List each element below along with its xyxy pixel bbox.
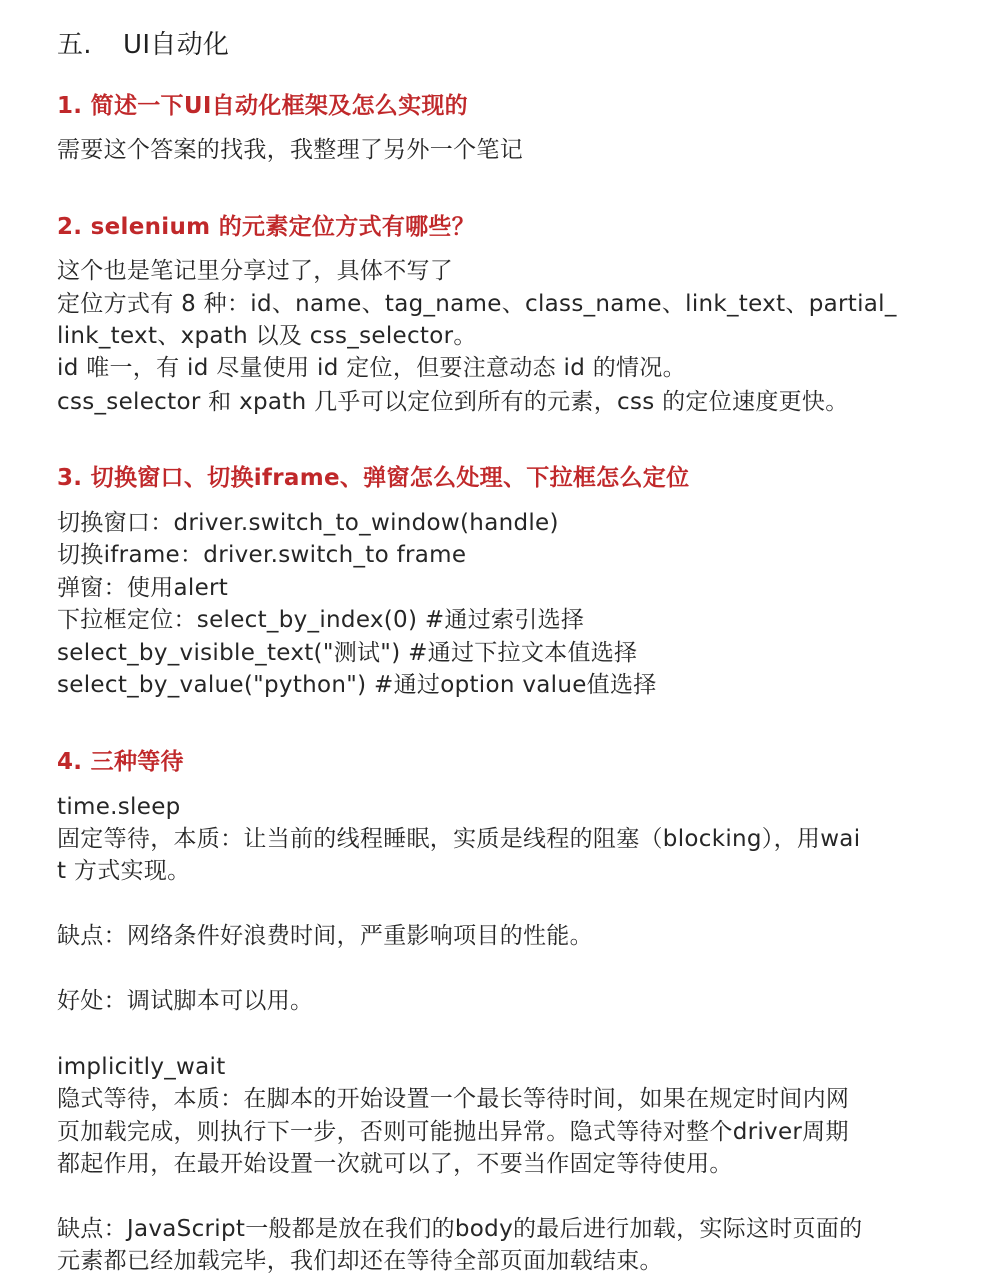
question-2-line: id 唯一，有 id 尽量使用 id 定位，但要注意动态 id 的情况。 — [57, 355, 686, 381]
question-4-line: 隐式等待，本质：在脚本的开始设置一个最长等待时间，如果在规定时间内网 — [57, 1086, 850, 1112]
question-2-line: 定位方式有 8 种：id、name、tag_name、class_name、link_text、partial_ — [57, 291, 897, 317]
question-3-line: 弹窗：使用alert — [57, 575, 229, 601]
question-1-heading: 1. 简述一下UI自动化框架及怎么实现的 — [57, 93, 468, 119]
question-2-line: 这个也是笔记里分享过了，具体不写了 — [57, 258, 454, 284]
question-4-heading: 4. 三种等待 — [57, 749, 184, 775]
question-2-line: css_selector 和 xpath 几乎可以定位到所有的元素，css 的定位速度更快。 — [57, 389, 849, 415]
question-2-heading: 2. selenium 的元素定位方式有哪些？ — [57, 214, 476, 240]
question-3-heading: 3. 切换窗口、切换iframe、弹窗怎么处理、下拉框怎么定位 — [57, 465, 690, 491]
question-4-line: 缺点：网络条件好浪费时间，严重影响项目的性能。 — [57, 923, 593, 949]
question-4-line: 好处：调试脚本可以用。 — [57, 988, 314, 1014]
question-3-line: 下拉框定位：select_by_index(0) #通过索引选择 — [57, 607, 585, 633]
question-3-line: select_by_visible_text("测试") #通过下拉文本值选择 — [57, 640, 638, 666]
section-title — [57, 28, 229, 62]
question-4-line: 缺点：JavaScript一般都是放在我们的body的最后进行加载，实际这时页面的 — [57, 1216, 863, 1242]
question-4-line: 页加载完成，则执行下一步，否则可能抛出异常。隐式等待对整个driver周期 — [57, 1119, 849, 1145]
question-1-line: 需要这个答案的找我，我整理了另外一个笔记 — [57, 137, 523, 163]
question-3-line: select_by_value("python") #通过option value值选择 — [57, 672, 657, 698]
question-4-line: 固定等待，本质：让当前的线程睡眠，实质是线程的阻塞（blocking），用wai — [57, 826, 861, 852]
question-3-line: 切换窗口：driver.switch_to_window(handle) — [57, 510, 559, 536]
question-4-line: 元素都已经加载完毕，我们却还在等待全部页面加载结束。 — [57, 1248, 663, 1274]
question-4-line: implicitly_wait — [57, 1054, 226, 1080]
section-name: UI自动化 — [123, 30, 230, 60]
question-4-line: 都起作用，在最开始设置一次就可以了，不要当作固定等待使用。 — [57, 1151, 733, 1177]
question-4-line: t 方式实现。 — [57, 858, 191, 884]
question-3-line: 切换iframe：driver.switch_to frame — [57, 542, 467, 568]
question-4-line: time.sleep — [57, 794, 181, 820]
section-number: 五. — [57, 30, 92, 60]
question-2-line: link_text、xpath 以及 css_selector。 — [57, 323, 477, 349]
